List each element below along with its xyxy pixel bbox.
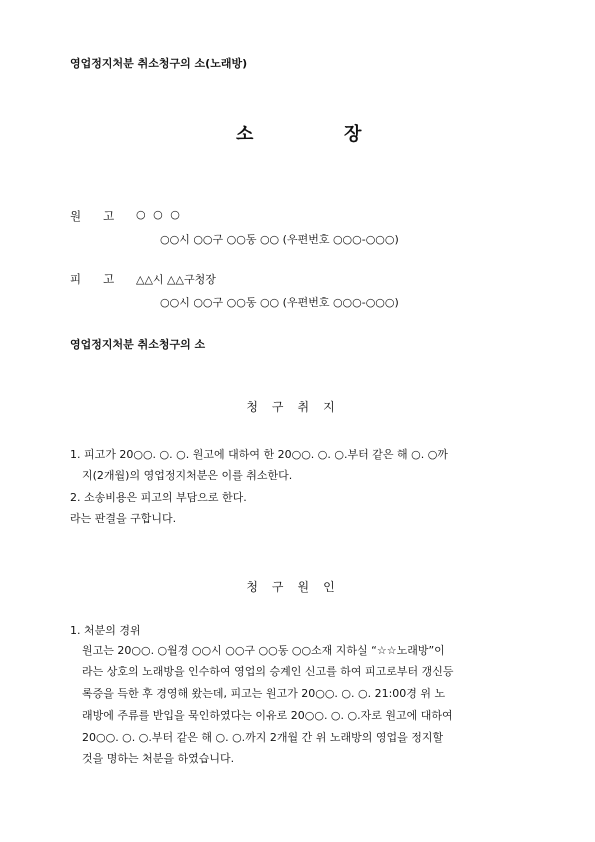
claim-cause-line-3: 록증을 득한 후 경영해 왔는데, 피고는 원고가 20○○. ○. ○. 21:00경 위 노 bbox=[82, 687, 446, 700]
plaintiff-label bbox=[70, 208, 114, 224]
defendant-label bbox=[70, 271, 114, 287]
claim-purpose-line-3: 2. 소송비용은 피고의 부담으로 한다. bbox=[70, 491, 247, 504]
plaintiff-address: ○○시 ○○구 ○○동 ○○ (우편번호 ○○○-○○○) bbox=[160, 233, 399, 246]
plaintiff-label-char-1: 원 bbox=[70, 209, 82, 223]
header-title: 영업정지처분 취소청구의 소(노래방) bbox=[70, 57, 248, 70]
subject-line: 영업정지처분 취소청구의 소 bbox=[70, 338, 206, 351]
defendant-name: △△시 △△구청장 bbox=[136, 273, 216, 286]
defendant-address: ○○시 ○○구 ○○동 ○○ (우편번호 ○○○-○○○) bbox=[160, 296, 399, 309]
claim-cause-line-1: 원고는 20○○. ○월경 ○○시 ○○구 ○○동 ○○소재 지하실 “☆☆노래방”이 bbox=[82, 644, 445, 657]
claim-cause-line-2: 라는 상호의 노래방을 인수하여 영업의 승계인 신고를 하여 피고로부터 갱신등 bbox=[82, 665, 454, 678]
plaintiff-label-char-2: 고 bbox=[103, 209, 115, 223]
claim-cause-item-title: 1. 처분의 경위 bbox=[70, 624, 141, 637]
claim-purpose-line-1: 1. 피고가 20○○. ○. ○. 원고에 대하여 한 20○○. ○. ○.부터 같은 해 ○. ○까 bbox=[70, 448, 448, 461]
claim-purpose-line-4: 라는 판결을 구합니다. bbox=[70, 512, 177, 525]
claim-purpose-heading: 청구취지 bbox=[246, 400, 349, 414]
claim-purpose-line-2: 지(2개월)의 영업정지처분은 이를 취소한다. bbox=[82, 469, 293, 482]
claim-cause-heading: 청구원인 bbox=[246, 580, 349, 594]
claim-cause-line-4: 래방에 주류를 반입을 묵인하였다는 이유로 20○○. ○. ○.자로 원고에 대하여 bbox=[82, 709, 453, 722]
claim-cause-line-6: 것을 명하는 처분을 하였습니다. bbox=[82, 752, 235, 765]
document-title-char-1: 소 bbox=[236, 124, 254, 145]
plaintiff-name: ○ ○ ○ bbox=[136, 208, 182, 221]
claim-cause-line-5: 20○○. ○. ○.부터 같은 해 ○. ○.까지 2개월 간 위 노래방의 영업을 정지할 bbox=[82, 731, 444, 744]
defendant-label-char-1: 피 bbox=[70, 272, 82, 286]
defendant-label-char-2: 고 bbox=[103, 272, 115, 286]
document-title-char-2: 장 bbox=[344, 124, 362, 145]
